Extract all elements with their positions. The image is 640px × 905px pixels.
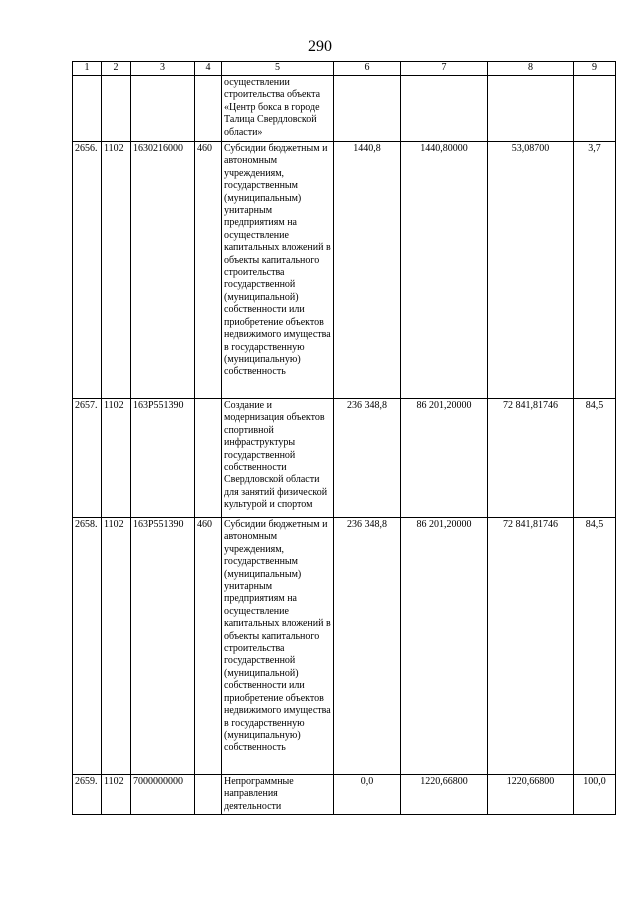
target-code-cell: 163P551390: [131, 399, 195, 518]
executed-amount-cell: [488, 76, 574, 142]
target-code-cell: 163P551390: [131, 518, 195, 775]
column-header: 7: [401, 62, 488, 76]
percent-cell: 100,0: [574, 775, 616, 815]
target-code-cell: [131, 76, 195, 142]
expense-type-cell: [195, 76, 222, 142]
section-code-cell: 1102: [102, 518, 131, 775]
executed-amount-cell: 72 841,81746: [488, 518, 574, 775]
section-code-cell: 1102: [102, 399, 131, 518]
table-row: [73, 142, 616, 399]
expense-type-cell: 460: [195, 142, 222, 399]
section-code-cell: 1102: [102, 142, 131, 399]
planned-amount-cell: 0,0: [334, 775, 401, 815]
percent-cell: [574, 76, 616, 142]
expense-type-cell: [195, 399, 222, 518]
target-code-cell: 1630216000: [131, 142, 195, 399]
row-number-cell: 2659.: [73, 775, 102, 815]
approved-amount-cell: [401, 76, 488, 142]
approved-amount-cell: 86 201,20000: [401, 518, 488, 775]
planned-amount-cell: 236 348,8: [334, 399, 401, 518]
column-header: 6: [334, 62, 401, 76]
column-number-header-row: [73, 62, 616, 76]
section-code-cell: [102, 76, 131, 142]
executed-amount-cell: 72 841,81746: [488, 399, 574, 518]
planned-amount-cell: 236 348,8: [334, 518, 401, 775]
description-cell: Субсидии бюджетным и автономным учреждениям, государственным (муниципальным) унитарным предприятиям на осуществление капитальных вложений в объекты капитального строительства государственной (муниципальной) собственности или приобретение объектов недвижимого имущества в государственную (муниципальную) собственность: [222, 142, 334, 399]
target-code-cell: 7000000000: [131, 775, 195, 815]
page-number: 290: [308, 38, 332, 55]
row-number-cell: 2656.: [73, 142, 102, 399]
planned-amount-cell: 1440,8: [334, 142, 401, 399]
percent-cell: 84,5: [574, 399, 616, 518]
approved-amount-cell: 1220,66800: [401, 775, 488, 815]
approved-amount-cell: 1440,80000: [401, 142, 488, 399]
description-cell: Создание и модернизация объектов спортивной инфраструктуры государственной собственности Свердловской области для занятий физической культурой и спортом: [222, 399, 334, 518]
executed-amount-cell: 1220,66800: [488, 775, 574, 815]
expense-type-cell: [195, 775, 222, 815]
expense-type-cell: 460: [195, 518, 222, 775]
column-header: 3: [131, 62, 195, 76]
description-cell: Непрограммные направления деятельности: [222, 775, 334, 815]
table-row: [73, 399, 616, 518]
percent-cell: 3,7: [574, 142, 616, 399]
row-number-cell: 2657.: [73, 399, 102, 518]
planned-amount-cell: [334, 76, 401, 142]
column-header: 1: [73, 62, 102, 76]
budget-table: [72, 61, 616, 815]
column-header: 5: [222, 62, 334, 76]
row-number-cell: 2658.: [73, 518, 102, 775]
column-header: 9: [574, 62, 616, 76]
description-cell: Субсидии бюджетным и автономным учреждениям, государственным (муниципальным) унитарным предприятиям на осуществление капитальных вложений в объекты капитального строительства государственной (муниципальной) собственности или приобретение объектов недвижимого имущества в государственную (муниципальную) собственность: [222, 518, 334, 775]
table-row: [73, 775, 616, 815]
column-header: 2: [102, 62, 131, 76]
column-header: 4: [195, 62, 222, 76]
column-header: 8: [488, 62, 574, 76]
table-row-continuation: [73, 76, 616, 142]
percent-cell: 84,5: [574, 518, 616, 775]
approved-amount-cell: 86 201,20000: [401, 399, 488, 518]
row-number-cell: [73, 76, 102, 142]
section-code-cell: 1102: [102, 775, 131, 815]
table-row: [73, 518, 616, 775]
description-cell: осуществлении строительства объекта «Центр бокса в городе Талица Свердловской области»: [222, 76, 334, 142]
executed-amount-cell: 53,08700: [488, 142, 574, 399]
